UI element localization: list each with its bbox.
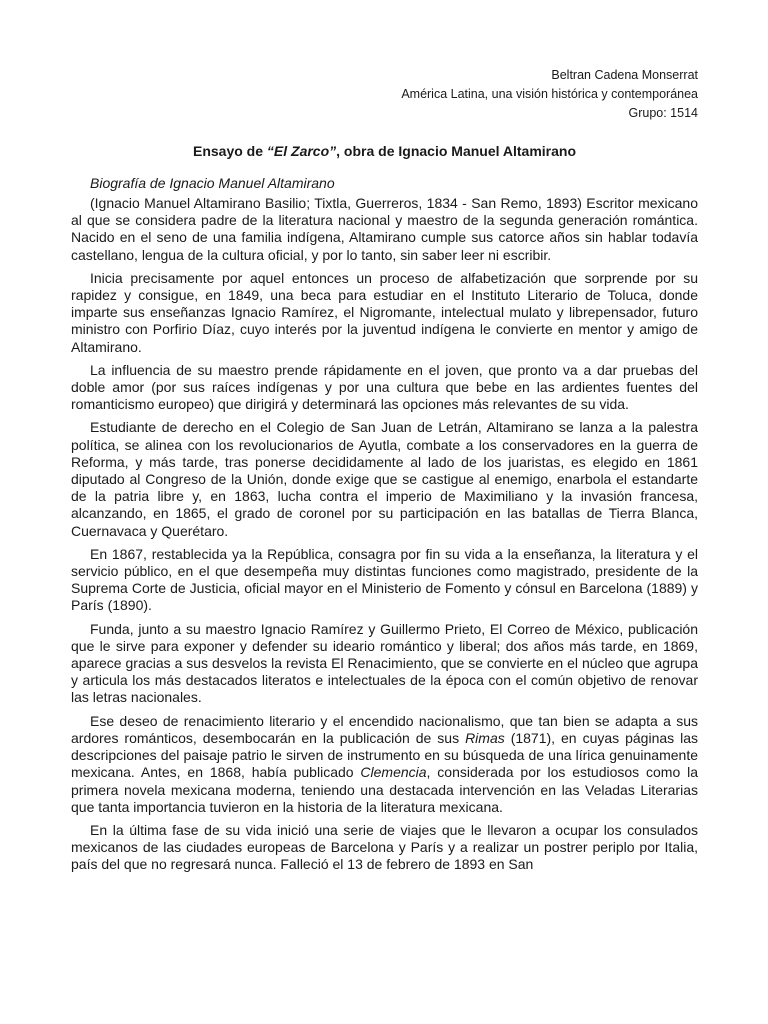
course-name: América Latina, una visión histórica y contemporánea (401, 87, 698, 101)
section-heading: Biografía de Ignacio Manuel Altamirano (90, 175, 335, 191)
document-header (71, 66, 698, 123)
clemencia-title: Clemencia (360, 764, 427, 781)
title-suffix: , obra de Ignacio Manuel Altamirano (336, 143, 577, 159)
paragraph-7-part-c: , considerada por los estudiosos como la primera novela mexicana moderna, teniendo una destacada intervención en las Veladas Literarias que tanta importancia tuvieron en la historia de la literatura mexicana. (71, 764, 699, 815)
essay-title (71, 141, 698, 161)
paragraph-4: Estudiante de derecho en el Colegio de San Juan de Letrán, Altamirano se lanza a la palestra política, se alinea con los revolucionarios de Ayutla, combate a los conservadores en la guerra de Reforma, y más tarde, tras ponerse decididamente al lado de los juaristas, es elegido en 1861 diputado al Congreso de la Unión, donde exige que se castigue al enemigo, enarbola el estandarte de la patria libre y, en 1863, lucha contra el imperio de Maximiliano y la invasión francesa, alcanzando, en 1865, el grado de coronel por su participación en las batallas de Tierra Blanca, Cuernavaca y Querétaro. (71, 419, 698, 539)
rimas-title: Rimas (465, 729, 505, 746)
paragraph-8: En la última fase de su vida inició una serie de viajes que le llevaron a ocupar los consulados mexicanos de las ciudades europeas de Barcelona y París y a realizar un postrer periplo por Italia, país del que no regresará nunca. Falleció el 13 de febrero de 1893 en San (71, 821, 698, 873)
paragraph-7-part-b: (1871), en cuyas páginas las descripciones del paisaje patrio le sirven de instrumento en su búsqueda de una lírica genuinamente mexicana. Antes, en 1868, había publicado (71, 729, 699, 781)
paragraph-2: Inicia precisamente por aquel entonces un proceso de alfabetización que sorprende por su rapidez y consigue, en 1849, una beca para estudiar en el Instituto Literario de Toluca, donde imparte sus enseñanzas Ignacio Ramírez, el Nigromante, intelectual mulato y librepensador, futuro ministro con Porfirio Díaz, cuyo interés por la juventud indígena le convierte en mentor y amigo de Altamirano. (71, 269, 698, 355)
author-name: Beltran Cadena Monserrat (551, 68, 698, 82)
paragraph-3: La influencia de su maestro prende rápidamente en el joven, que pronto va a dar pruebas del doble amor (por sus raíces indígenas y por una cultura que bebe en las ardientes fuentes del romanticismo europeo) que dirigirá y determinará las opciones más relevantes de su vida. (71, 361, 698, 413)
paragraph-5: En 1867, restablecida ya la República, consagra por fin su vida a la enseñanza, la literatura y el servicio público, en el que desempeña muy distintas funciones como magistrado, presidente de la Suprema Corte de Justicia, oficial mayor en el Ministerio de Fomento y cónsul en Barcelona (1889) y París (1890). (71, 545, 698, 614)
paragraph-7 (71, 713, 698, 816)
title-work: “El Zarco” (266, 143, 337, 159)
paragraph-1: (Ignacio Manuel Altamirano Basilio; Tixtla, Guerreros, 1834 - San Remo, 1893) Escritor mexicano al que se considera padre de la literatura nacional y maestro de la segunda generación romántica. Nacido en el seno de una familia indígena, Altamirano cumple sus catorce años sin hablar todavía castellano, lengua de la cultura oficial, y por lo tanto, sin saber leer ni escribir. (71, 195, 698, 263)
group-number: Grupo: 1514 (628, 106, 698, 120)
paragraph-7-part-a: Ese deseo de renacimiento literario y el encendido nacionalismo, que tan bien se adapta a sus ardores románticos, desembocarán en la publicación de sus (71, 712, 698, 746)
document-page (71, 66, 698, 880)
title-prefix: Ensayo de (192, 143, 267, 159)
paragraph-6: Funda, junto a su maestro Ignacio Ramírez y Guillermo Prieto, El Correo de México, publicación que le sirve para exponer y defender su ideario romántico y liberal; dos años más tarde, en 1869, aparece gracias a sus desvelos la revista El Renacimiento, que se convierte en el núcleo que agrupa y articula los más destacados literatos e intelectuales de la época con el común objetivo de renovar las letras nacionales. (71, 620, 698, 706)
